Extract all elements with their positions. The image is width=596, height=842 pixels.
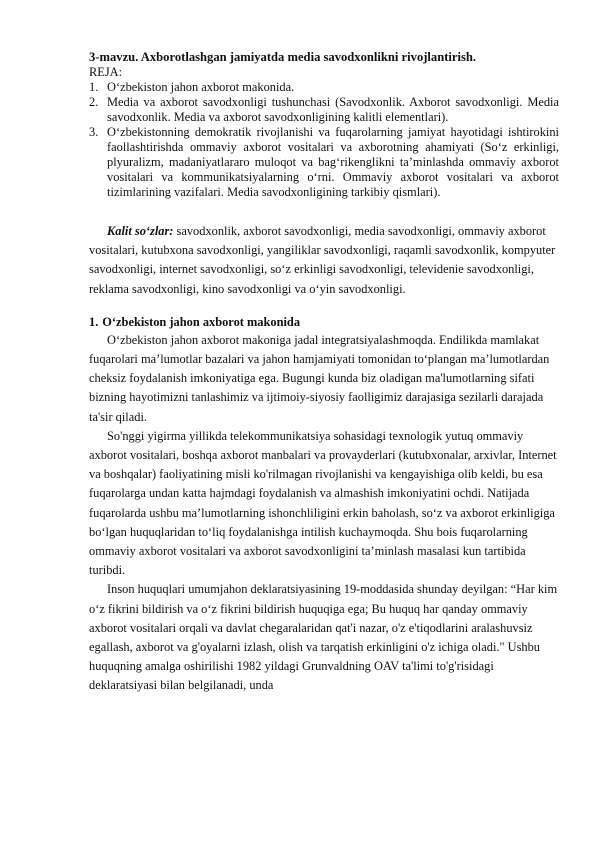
plan-item-number: 3. [89,125,99,139]
document-title: 3-mavzu. Axborotlashgan jamiyatda media savodxonlikni rivojlantirish. [89,50,477,64]
body-paragraph: O‘zbekiston jahon axborot makoniga jadal integratsiyalashmoqda. Endilikda mamlakat fuqarolari ma’lumotlar bazalari va jahon hamjamiyati tomonidan to‘plangan ma’lumotlardan cheksiz foydalanish imkoniyatiga ega. Bugungi kunda biz oladigan ma'lumotlarning sifati bizning hayotimizni tanlashimiz va ijtimoiy-siyosiy faolligimiz darajasiga sezilarli darajada ta'sir qiladi. [89,332,550,424]
section-number: 1. [89,314,99,329]
body-paragraph: Inson huquqlari umumjahon deklaratsiyasining 19-moddasida shunday deyilgan: “Har kim o‘z fikrini bildirish va o‘z fikrini bildirish huquqiga ega; Bu huquq har qanday ommaviy axborot vositalari orqali va davlat chegaralaridan qat'i nazar, o'z e'tiqodlarini aralashuvsiz egallash, axborot va g'oyalarni izlash, olish va tarqatish erkinligini o'z ichiga oladi." Ushbu huquqning amalga oshirilishi 1982 yildagi Grunvaldning OAV ta'limi to'g'risidagi deklaratsiyasi bilan belgilanadi, unda [89,582,558,693]
keywords-label: Kalit so‘zlar: [107,224,174,238]
plan-item-text: O‘zbekiston jahon axborot makonida. [107,80,295,94]
plan-heading: REJA: [89,65,123,79]
document-page [89,50,559,696]
section-heading [89,313,559,331]
plan-item [89,125,559,200]
plan-item-number: 1. [89,80,99,94]
plan-item-text: O‘zbekistonning demokratik rivojlanishi va fuqarolarning jamiyat hayotidagi ishtirokini faollashtirishda ommaviy axborot vositalari va axborotning ahamiyati (So‘z erkinligi, plyuralizm, madaniyatlararo muloqot va bag‘rikenglikni ta’minlashda ommaviy axborot vositalari va kommunikatsiyalarning o‘rni. Ommaviy axborot vositalari va axborot tizimlarining vazifalari. Media savodxonligining tarkibiy qismlari). [107,125,559,199]
plan-item [89,95,559,125]
plan-list [89,80,559,200]
plan-item [89,80,559,95]
body-paragraph: So'nggi yigirma yillikda telekommunikatsiya sohasidagi texnologik yutuq ommaviy axborot vositalari, boshqa axborot manbalari va provayderlari (kutubxonalar, arxivlar, Internet va boshqalar) faoliyatining misli ko'rilmagan rivojlanishi va kengayishiga olib keldi, bu esa fuqarolarga undan katta hajmdagi foydalanish va almashish imkoniyatini ochdi. Natijada fuqarolarda ushbu ma’lumotlarning ishonchliligini erkin baholash, so‘z va axborot erkinligiga bo‘lgan huquqlaridan to‘liq foydalanishga intilish kuchaymoqda. Shu bois fuqarolarning ommaviy axborot vositalari va axborot savodxonligini ta’minlash masalasi kun tartibida turibdi. [89,428,557,578]
section-title: O‘zbekiston jahon axborot makonida [102,314,301,329]
plan-item-number: 2. [89,95,99,109]
keywords-paragraph [89,222,559,299]
plan-item-text: Media va axborot savodxonligi tushunchasi (Savodxonlik. Axborot savodxonligi. Media savodxonlik. Media va axborot savodxonligining kalitli elementlari). [107,95,559,124]
keywords-text: savodxonlik, axborot savodxonligi, media savodxonligi, ommaviy axborot vositalari, kutubxona savodxonligi, yangiliklar savodxonligi, raqamli savodxonlik, kompyuter savodxonligi, internet savodxonligi, so‘z erkinligi savodxonligi, televidenie savodxonligi, reklama savodxonligi, kino savodxonligi va o‘yin savodxonligi. [89,224,556,296]
